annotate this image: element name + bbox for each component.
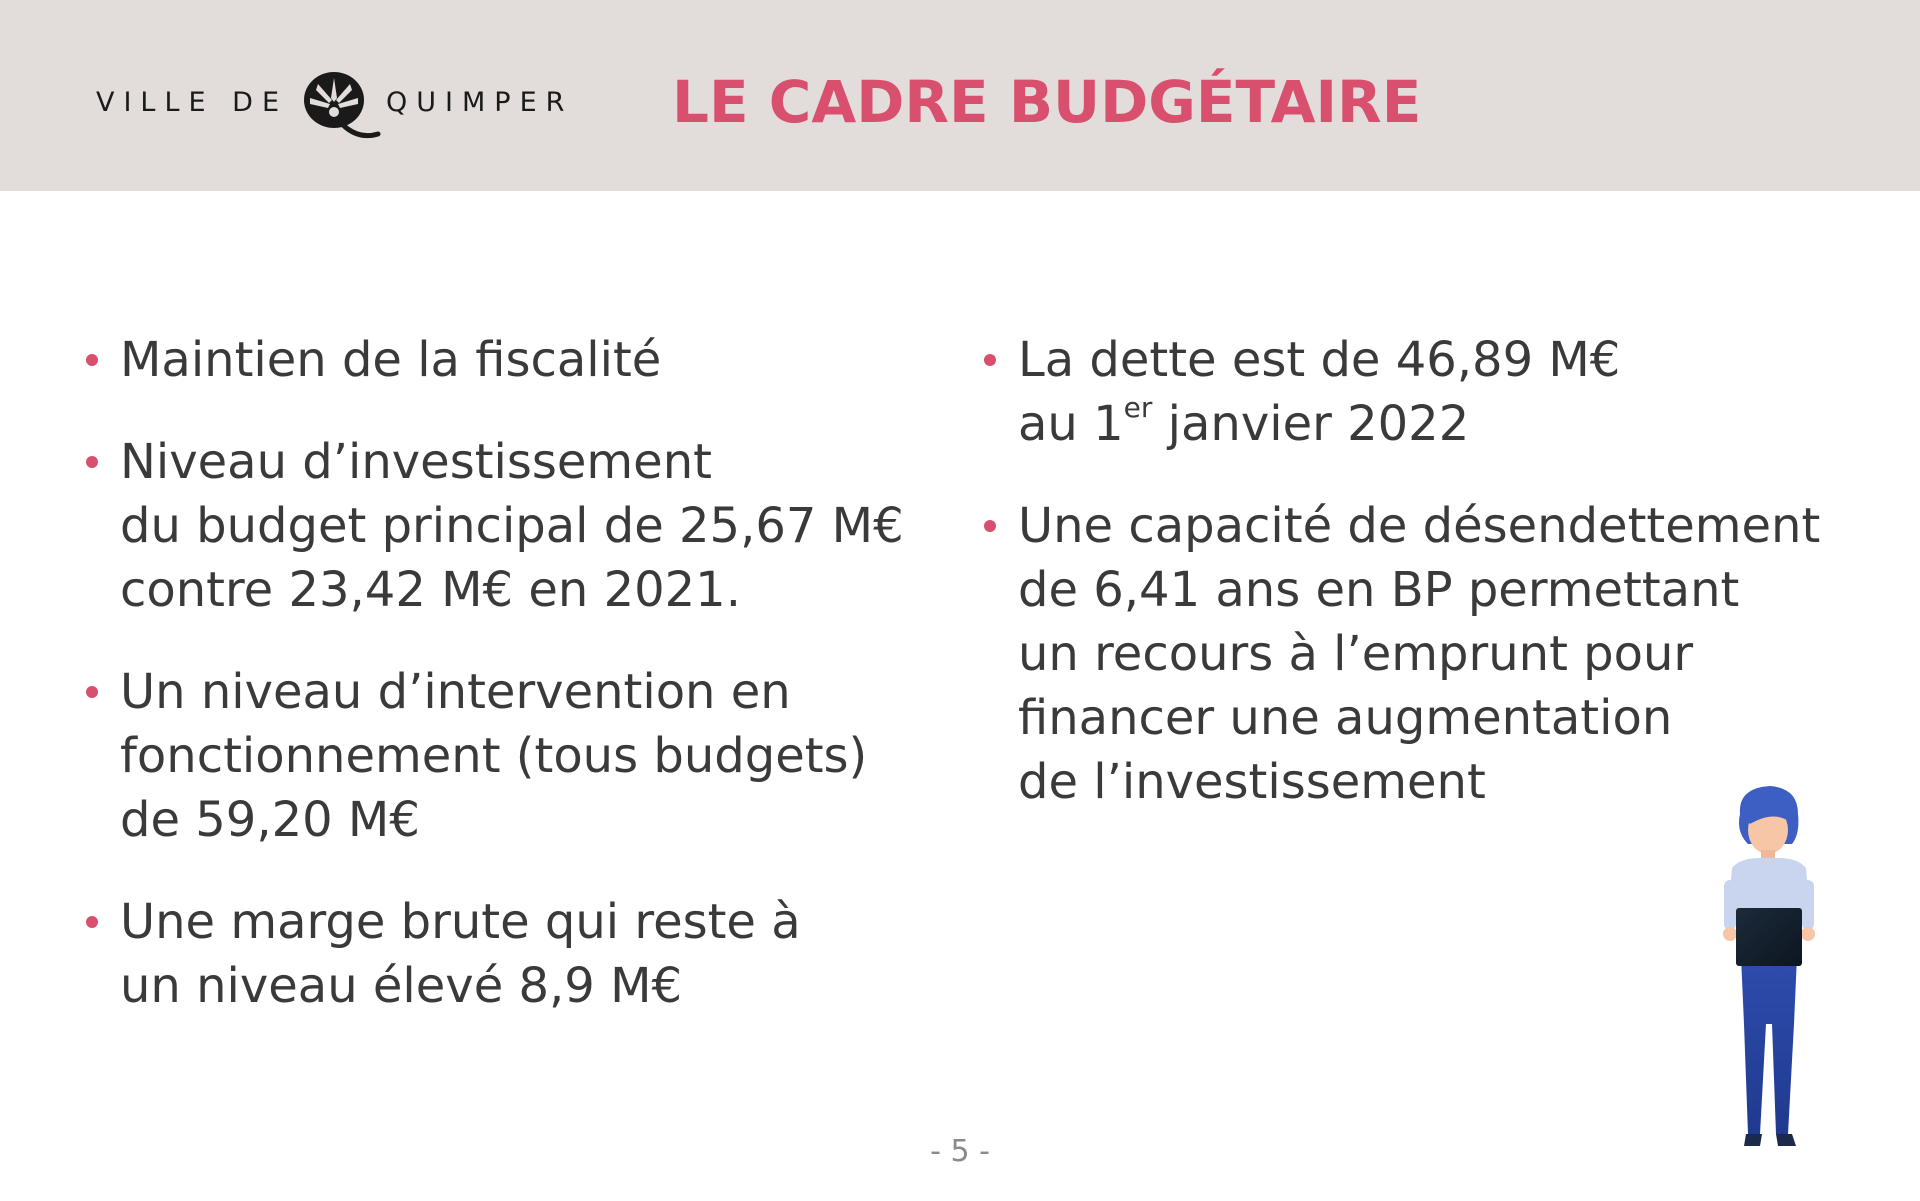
bullet-marge-brute	[80, 890, 940, 1018]
bullet-dot	[86, 686, 98, 698]
logo-text-left: VILLE DE	[96, 86, 289, 118]
ordinal-suffix: er	[1123, 391, 1153, 424]
logo-text-right: QUIMPER	[386, 86, 574, 118]
bullet-intervention	[80, 660, 940, 852]
page-title: LE CADRE BUDGÉTAIRE	[672, 68, 1422, 136]
right-column	[978, 328, 1878, 852]
left-column	[80, 328, 940, 1056]
bullet-line: Niveau d’investissement	[120, 434, 712, 490]
date-suffix: janvier 2022	[1152, 396, 1470, 452]
bullet-line: un recours à l’emprunt pour	[1018, 626, 1694, 682]
person-with-laptop-illustration	[1700, 784, 1840, 1154]
bullet-dot	[86, 456, 98, 468]
bullet-line: un niveau élevé 8,9 M€	[120, 958, 683, 1014]
bullet-line: La dette est de 46,89 M€	[1018, 332, 1621, 388]
header-band	[0, 0, 1920, 191]
bullet-desendettement	[978, 494, 1878, 814]
date-prefix: au 1	[1018, 396, 1124, 452]
bullet-dot	[86, 354, 98, 366]
bullet-line: Une marge brute qui reste à	[120, 894, 801, 950]
bullet-fiscalite	[80, 328, 940, 392]
bullet-line: du budget principal de 25,67 M€	[120, 498, 904, 554]
bullet-line: Maintien de la fiscalité	[120, 332, 662, 388]
city-logo[interactable]	[96, 62, 573, 142]
bullet-dot	[984, 354, 996, 366]
bullet-dette	[978, 328, 1878, 456]
bullet-line: contre 23,42 M€ en 2021.	[120, 562, 741, 618]
bullet-dot	[984, 520, 996, 532]
bullet-line: de 59,20 M€	[120, 792, 420, 848]
bullet-line-date	[1018, 392, 1878, 456]
bullet-line: Une capacité de désendettement	[1018, 498, 1821, 554]
bullet-line: de 6,41 ans en BP permettant	[1018, 562, 1740, 618]
page-number: - 5 -	[930, 1134, 990, 1169]
quimper-emblem-icon	[288, 62, 384, 142]
bullet-dot	[86, 916, 98, 928]
bullet-line: fonctionnement (tous budgets)	[120, 728, 868, 784]
bullet-line: Un niveau d’intervention en	[120, 664, 791, 720]
bullet-line: de l’investissement	[1018, 754, 1486, 810]
bullet-investissement	[80, 430, 940, 622]
bullet-line: financer une augmentation	[1018, 690, 1673, 746]
